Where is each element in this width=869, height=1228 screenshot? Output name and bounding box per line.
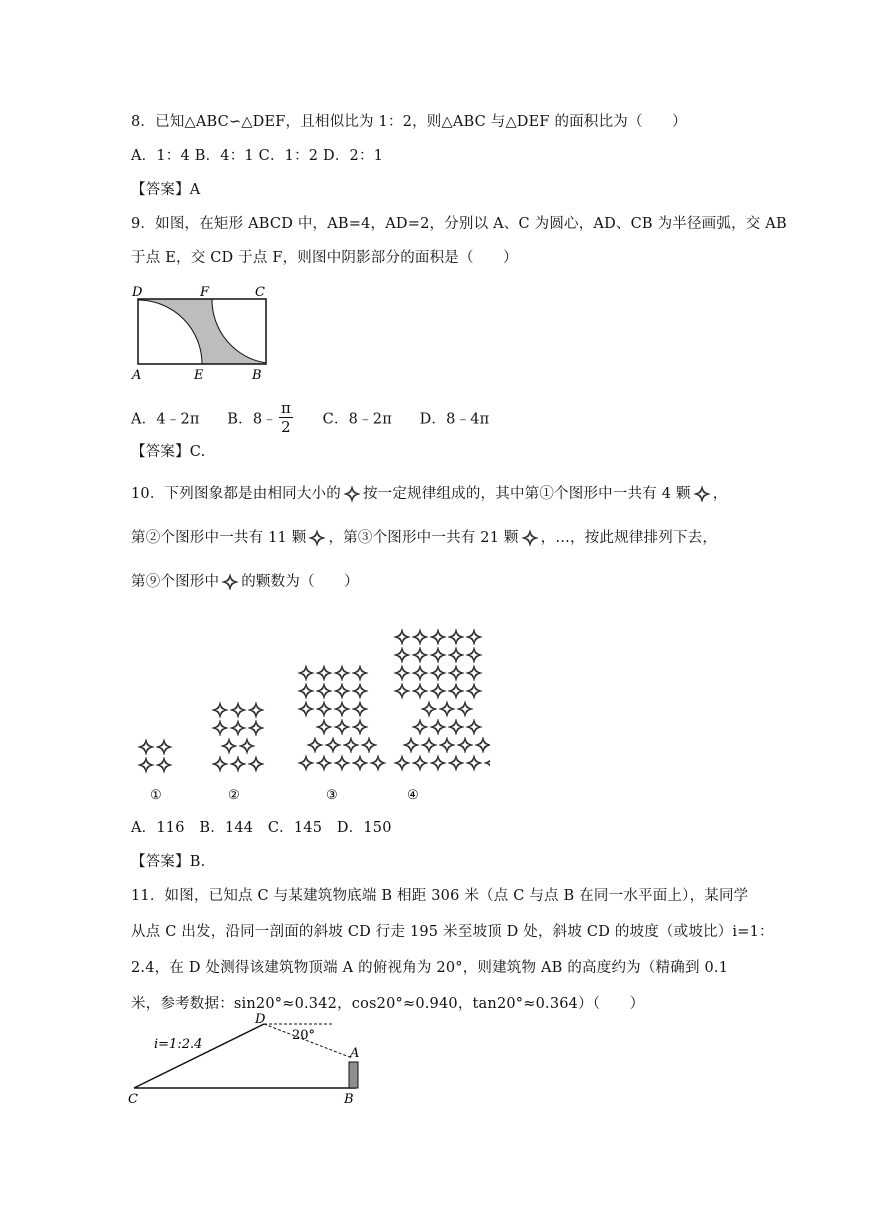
q8-options: A．1：4 B．4：1 C．1：2 D．2：1: [131, 148, 384, 164]
star-icon: [352, 683, 368, 699]
q8-stem: 8．已知△ABC∽△DEF，且相似比为 1：2，则△ABC 与△DEF 的面积比为（ ）: [131, 114, 687, 130]
star-icon: [248, 720, 264, 736]
star-icon: [316, 755, 332, 771]
star-icon: [448, 719, 464, 735]
q9-label-B: B: [252, 368, 262, 382]
star-icon: [352, 701, 368, 717]
star-icon: [343, 737, 359, 753]
star-icon: [230, 756, 246, 772]
q9-stem-line2: 于点 E，交 CD 于点 F，则图中阴影部分的面积是（ ）: [131, 250, 518, 266]
star-icon: [334, 665, 350, 681]
star-icon: [430, 647, 446, 663]
star-icon: [394, 683, 410, 699]
star-icon: [430, 755, 446, 771]
q11-label-A: A: [350, 1046, 360, 1061]
q10-label-2: ②: [228, 788, 240, 803]
star-icon: [421, 737, 437, 753]
q11-label-C: C: [128, 1092, 138, 1107]
star-icon: [248, 702, 264, 718]
star-icon: [475, 737, 490, 753]
q10-options: A．116 B．144 C．145 D．150: [131, 820, 392, 836]
star-icon: [430, 719, 446, 735]
star-icon: [352, 719, 368, 735]
star-icon: [448, 665, 464, 681]
star-icon: [239, 738, 255, 754]
q9-answer: 【答案】C.: [131, 444, 206, 460]
star-icon: [298, 665, 314, 681]
star-icon: [316, 683, 332, 699]
q11-line3: 2.4，在 D 处测得该建筑物顶端 A 的俯视角为 20°，则建筑物 AB 的高度约为（精确到 0.1: [131, 960, 729, 976]
star-icon: [230, 702, 246, 718]
star-icon: [394, 665, 410, 681]
star-icon: [430, 683, 446, 699]
q10-label-3: ③: [326, 788, 338, 803]
q10-line1-b: 按一定规律组成的，其中第①个图形中一共有 4 颗: [362, 486, 691, 502]
q8-answer: 【答案】A: [131, 182, 201, 198]
star-icon: [138, 757, 154, 773]
star-icon: [403, 737, 419, 753]
star-icon: [334, 701, 350, 717]
star-icon: [156, 739, 172, 755]
star-icon: [352, 665, 368, 681]
q10-line3: [131, 572, 359, 592]
star-icon: [466, 683, 482, 699]
star-icon: [212, 756, 228, 772]
star-icon: [138, 739, 154, 755]
q9-label-F: F: [200, 285, 210, 300]
q10-label-1: ①: [150, 788, 162, 803]
star-icon: [457, 737, 473, 753]
q10-line2-a: 第②个图形中一共有 11 颗: [131, 530, 307, 546]
star-icon: [316, 719, 332, 735]
q9-rectangle-figure: [128, 282, 278, 382]
q11-slope-figure: [124, 1010, 374, 1110]
star-icon: [219, 573, 241, 591]
star-icon: [430, 629, 446, 645]
q11-slope-CD: [134, 1024, 264, 1088]
q10-label-4: ④: [407, 788, 419, 803]
q9-option-c: C．8﹣2π: [322, 411, 392, 428]
star-icon: [230, 720, 246, 736]
q9-option-a: A．4﹣2π: [131, 411, 200, 428]
star-icon: [430, 665, 446, 681]
star-icon: [316, 701, 332, 717]
q11-slope-label: i=1:2.4: [154, 1037, 203, 1052]
q9-options: [131, 401, 489, 438]
star-icon: [334, 683, 350, 699]
star-icon: [394, 755, 410, 771]
star-icon: [341, 485, 363, 503]
star-icon: [248, 756, 264, 772]
star-icon: [412, 647, 428, 663]
star-icon: [394, 629, 410, 645]
star-icon: [466, 629, 482, 645]
star-icon: [334, 755, 350, 771]
q10-answer: 【答案】B.: [131, 854, 206, 870]
star-icon: [448, 647, 464, 663]
q9-option-b-fraction: [279, 399, 293, 436]
star-icon: [466, 719, 482, 735]
star-icon: [370, 755, 386, 771]
q9-option-b-num: π: [280, 399, 292, 417]
q11-line1: 11．如图，已知点 C 与某建筑物底端 B 相距 306 米（点 C 与点 B 在同一水平面上），某同学: [131, 888, 749, 904]
star-icon: [448, 629, 464, 645]
q10-line3-a: 第⑨个图形中: [131, 574, 220, 590]
q9-label-A: A: [132, 368, 142, 382]
q9-stem-line1: 9．如图，在矩形 ABCD 中，AB=4，AD=2，分别以 A、C 为圆心，AD、CB 为半径画弧，交 AB: [131, 216, 787, 232]
star-icon: [316, 665, 332, 681]
star-icon: [484, 755, 490, 771]
q9-label-E: E: [194, 368, 204, 382]
star-icon: [298, 755, 314, 771]
star-icon: [412, 755, 428, 771]
q9-shaded-region: [138, 299, 266, 364]
q10-line3-b: 的颗数为（ ）: [241, 574, 359, 590]
q9-label-C: C: [255, 285, 265, 300]
star-icon: [439, 737, 455, 753]
q10-line2-b: ，第③个图形中一共有 21 颗: [328, 530, 519, 546]
star-icon: [412, 719, 428, 735]
q10-line1-a: 10．下列图象都是由相同大小的: [131, 486, 341, 502]
star-icon: [519, 529, 541, 547]
star-icon: [221, 738, 237, 754]
q10-line2-c: ，…，按此规律排列下去，: [540, 530, 718, 546]
q10-line1: [131, 484, 727, 504]
star-icon: [212, 720, 228, 736]
q11-building-AB: [349, 1062, 358, 1088]
star-icon: [421, 701, 437, 717]
q9-label-D: D: [132, 285, 143, 300]
star-icon: [466, 665, 482, 681]
star-icon: [466, 755, 482, 771]
star-icon: [457, 701, 473, 717]
q9-option-b-den: 2: [281, 418, 291, 436]
star-icon: [448, 755, 464, 771]
star-icon: [439, 701, 455, 717]
q11-line2: 从点 C 出发，沿同一剖面的斜坡 CD 行走 195 米至坡顶 D 处，斜坡 CD 的坡度（或坡比）i=1：: [131, 924, 774, 940]
q11-angle-label: 20°: [292, 1028, 316, 1043]
q11-line4: 米，参考数据：sin20°≈0.342，cos20°≈0.940，tan20°≈0.364）（ ）: [131, 996, 645, 1012]
q11-label-D: D: [255, 1012, 266, 1027]
star-icon: [298, 701, 314, 717]
star-icon: [412, 629, 428, 645]
star-icon: [412, 683, 428, 699]
star-icon: [448, 683, 464, 699]
star-icon: [412, 665, 428, 681]
star-icon: [334, 719, 350, 735]
star-icon: [361, 737, 377, 753]
star-icon: [156, 757, 172, 773]
q10-line1-c: ，: [712, 486, 728, 502]
q11-label-B: B: [344, 1092, 354, 1107]
star-icon: [307, 737, 323, 753]
star-icon: [352, 755, 368, 771]
star-icon: [394, 647, 410, 663]
q9-option-b-prefix: B．8﹣: [227, 411, 277, 428]
q10-star-pattern-figure: [130, 615, 490, 805]
star-icon: [306, 529, 328, 547]
star-icon: [212, 702, 228, 718]
star-icon: [298, 683, 314, 699]
star-icon: [691, 485, 713, 503]
q9-option-d: D．8﹣4π: [419, 411, 490, 428]
q10-line2: [131, 528, 717, 548]
star-icon: [325, 737, 341, 753]
star-icon: [466, 647, 482, 663]
